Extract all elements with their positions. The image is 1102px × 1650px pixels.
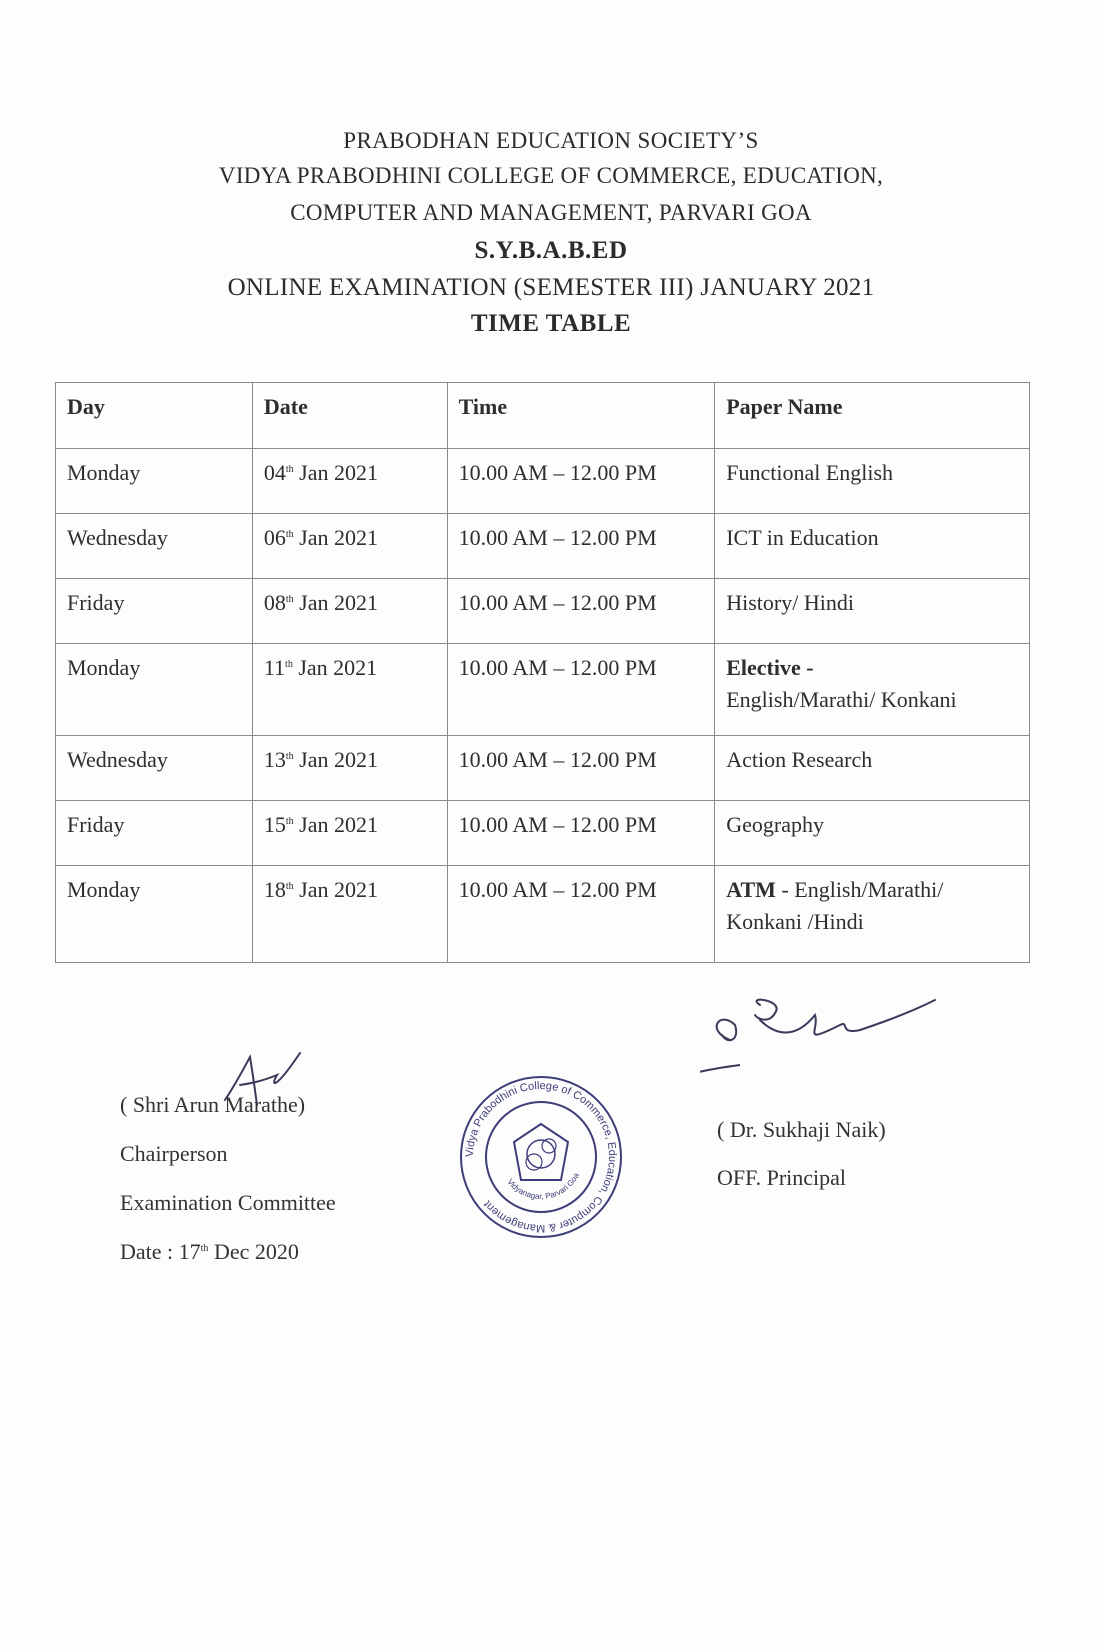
col-header-date: Date: [252, 383, 447, 449]
date-cell: 18th Jan 2021: [252, 866, 447, 963]
paper-cell: ATM - English/Marathi/ Konkani /Hindi: [715, 866, 1030, 963]
paper-cell: Elective - English/Marathi/ Konkani: [715, 644, 1030, 736]
paper-cell: Action Research: [715, 736, 1030, 801]
col-header-time: Time: [447, 383, 715, 449]
table-header-row: [56, 383, 1030, 449]
day-cell: Friday: [56, 579, 253, 644]
signed-date: Date : 17th Dec 2020: [120, 1239, 299, 1264]
date-cell: 06th Jan 2021: [252, 514, 447, 579]
date-cell: 08th Jan 2021: [252, 579, 447, 644]
principal-name: ( Dr. Sukhaji Naik): [717, 1117, 886, 1142]
committee-name: Examination Committee: [120, 1190, 336, 1215]
chairperson-role: Chairperson: [120, 1141, 228, 1166]
chairperson-signature-block: [120, 1090, 336, 1286]
table-row: [56, 579, 1030, 644]
exam-name: ONLINE EXAMINATION (SEMESTER III) JANUARY 2021: [227, 274, 875, 301]
table-row: [56, 866, 1030, 963]
course-name: S.Y.B.A.B.ED: [474, 237, 628, 264]
col-header-paper: Paper Name: [715, 383, 1030, 449]
time-cell: 10.00 AM – 12.00 PM: [447, 736, 715, 801]
time-cell: 10.00 AM – 12.00 PM: [447, 866, 715, 963]
timetable: [55, 382, 1030, 963]
college-name-line1: VIDYA PRABODHINI COLLEGE OF COMMERCE, EDUCATION,: [218, 163, 884, 188]
paper-cell: ICT in Education: [715, 514, 1030, 579]
paper-cell: History/ Hindi: [715, 579, 1030, 644]
table-row: [56, 736, 1030, 801]
table-row: [56, 801, 1030, 866]
principal-role: OFF. Principal: [717, 1165, 847, 1190]
table-row: [56, 514, 1030, 579]
time-cell: 10.00 AM – 12.00 PM: [447, 514, 715, 579]
date-cell: 11th Jan 2021: [252, 644, 447, 736]
time-cell: 10.00 AM – 12.00 PM: [447, 449, 715, 514]
day-cell: Monday: [56, 644, 253, 736]
time-cell: 10.00 AM – 12.00 PM: [447, 579, 715, 644]
day-cell: Wednesday: [56, 736, 253, 801]
college-seal: [456, 1072, 626, 1242]
chairperson-name: ( Shri Arun Marathe): [120, 1092, 306, 1117]
date-cell: 15th Jan 2021: [252, 801, 447, 866]
svg-text:Vidyanagar, Parvari Goa: [505, 1171, 581, 1201]
society-name: PRABODHAN EDUCATION SOCIETY’S: [343, 128, 759, 153]
date-cell: 13th Jan 2021: [252, 736, 447, 801]
day-cell: Friday: [56, 801, 253, 866]
day-cell: Monday: [56, 449, 253, 514]
paper-cell: Geography: [715, 801, 1030, 866]
seal-outer-text: Vidya Prabodhini College of Commerce, Education, Computer & Management: [463, 1079, 619, 1235]
college-name-line2: COMPUTER AND MANAGEMENT, PARVARI GOA: [290, 200, 812, 225]
date-cell: 04th Jan 2021: [252, 449, 447, 514]
seal-inner-text: Vidyanagar, Parvari Goa: [505, 1171, 581, 1202]
page-title: TIME TABLE: [470, 310, 632, 337]
day-cell: Monday: [56, 866, 253, 963]
paper-cell: Functional English: [715, 449, 1030, 514]
col-header-day: Day: [56, 383, 253, 449]
time-cell: 10.00 AM – 12.00 PM: [447, 644, 715, 736]
day-cell: Wednesday: [56, 514, 253, 579]
table-row: [56, 644, 1030, 736]
signature-sukhaji-naik: [700, 985, 950, 1085]
principal-signature-block: [717, 1115, 886, 1211]
time-cell: 10.00 AM – 12.00 PM: [447, 801, 715, 866]
table-row: [56, 449, 1030, 514]
